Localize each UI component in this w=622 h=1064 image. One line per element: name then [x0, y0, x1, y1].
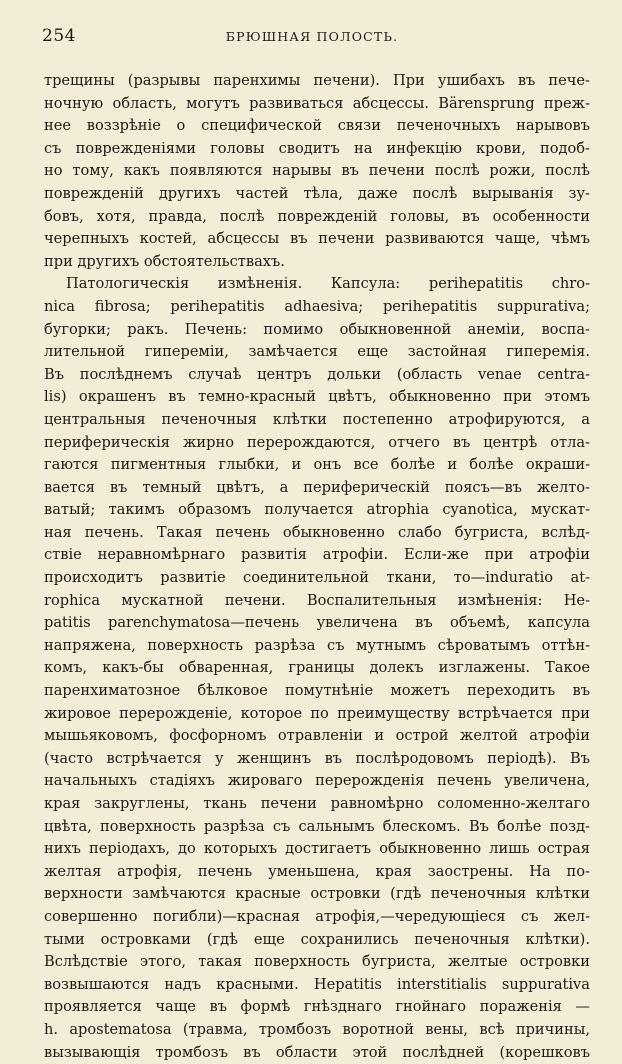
text-line: ная печень. Такая печень обыкновенно слабо бугриста, вслѣд- — [44, 523, 590, 541]
text-line: lis) окрашенъ въ темно-красный цвѣтъ, обыкновенно при этомъ — [44, 388, 590, 406]
text-line: бугорки; ракъ. Печень: помимо обыкновенной анеміи, воспа- — [44, 320, 590, 338]
text-line: Въ послѣднемъ случаѣ центръ дольки (область venae centra- — [44, 365, 590, 383]
text-line: patitis parenchymatosa—печень увеличена въ объемѣ, капсула — [44, 614, 590, 632]
text-line: края закруглены, ткань печени равномѣрно соломенно-желтаго — [44, 795, 590, 812]
text-line: желтая атрофія, печень уменьшена, края заострены. На по- — [44, 862, 590, 880]
text-line: вызывающія тромбозъ въ области этой послѣдней (корешковъ — [44, 1043, 590, 1061]
text-line: бовъ, хотя, правда, послѣ поврежденій головы, въ особенности — [44, 207, 590, 225]
text-line: напряжена, поверхность разрѣза съ мутнымъ сѣроватымъ оттѣн- — [44, 636, 590, 654]
running-title: БРЮШНАЯ ПОЛОСТЬ. — [225, 29, 399, 44]
text-line: трещины (разрывы паренхимы печени). При ушибахъ въ пече- — [44, 72, 590, 89]
text-line: комъ, какъ-бы обваренная, границы долекъ изглажены. Такое — [44, 659, 590, 677]
text-line: при другихъ обстоятельствахъ. — [44, 252, 285, 270]
text-line: мышьяковомъ, фосфорномъ отравленіи и острой желтой атрофіи — [44, 727, 590, 745]
text-line: гаются пигментныя глыбки, и онъ все болѣе и болѣе окраши- — [44, 456, 590, 474]
text-line: ночную область, могутъ развиваться абсцессы. Bärensprung преж- — [44, 94, 590, 112]
text-line: вается въ темный цвѣтъ, а периферическій поясъ—въ желто- — [44, 478, 590, 496]
text-line: ватый; такимъ образомъ получается atrophia cyanotica, мускат- — [44, 501, 590, 519]
text-line: ствіе неравномѣрнаго развитія атрофіи. Если-же при атрофіи — [44, 546, 590, 564]
page-header — [38, 26, 586, 50]
text-line: начальныхъ стадіяхъ жироваго перерожденія печень увеличена, — [44, 772, 590, 790]
text-line: проявляется чаще въ формѣ гнѣзднаго гнойнаго пораженія — — [44, 998, 590, 1016]
text-line: лительной гипереміи, замѣчается еще застойная гиперемія. — [44, 343, 590, 361]
text-line: (часто встрѣчается у женщинъ въ послѣродовомъ періодѣ). Въ — [44, 749, 590, 767]
text-line: паренхиматозное бѣлковое помутнѣніе можетъ переходить въ — [44, 682, 590, 700]
text-line: nica fibrosa; perihepatitis adhaesiva; perihepatitis suppurativa; — [44, 297, 590, 315]
text-line: черепныхъ костей, абсцессы въ печени развиваются чаще, чѣмъ — [44, 230, 590, 248]
text-line: верхности замѣчаются красные островки (гдѣ печеночныя клѣтки — [44, 885, 590, 903]
text-line: совершенно погибли)—красная атрофія,—чередующіеся съ жел- — [44, 907, 590, 925]
text-line: периферическія жирно перерождаются, отчего въ центрѣ отла- — [44, 433, 590, 451]
text-line: происходитъ развитіе соединительной ткани, то—induratio at- — [44, 569, 590, 587]
text-line: Патологическія измѣненія. Капсула: perihepatitis chro- — [66, 275, 590, 293]
text-line: тыми островками (гдѣ еще сохранились печеночныя клѣтки). — [44, 930, 590, 948]
text-line: жировое перерожденіе, которое по преимуществу встрѣчается при — [44, 704, 590, 722]
text-line: h. apostematosa (травма, тромбозъ воротной вены, всѣ причины, — [44, 1020, 590, 1038]
body-text — [44, 70, 590, 1064]
text-line: цвѣта, поверхность разрѣза съ сальнымъ блескомъ. Въ болѣе позд- — [44, 817, 590, 835]
text-line: центральныя печеночныя клѣтки постепенно атрофируются, а — [44, 410, 590, 428]
text-line: съ поврежденіями головы сводитъ на инфекцію крови, подоб- — [44, 139, 590, 157]
text-line: но тому, какъ появляются нарывы въ печени послѣ рожи, послѣ — [44, 162, 590, 180]
text-line: Вслѣдствіе этого, такая поверхность бугриста, желтые островки — [44, 953, 590, 971]
text-line: поврежденій другихъ частей тѣла, даже послѣ вырыванія зу- — [44, 184, 590, 202]
page-number: 254 — [42, 26, 76, 46]
text-line: возвышаются надъ красными. Hepatitis interstitialis suppurativa — [44, 975, 590, 993]
text-line: нее воззрѣніе о специфической связи печеночныхъ нарывовъ — [44, 117, 590, 135]
text-line: rophica мускатной печени. Воспалительныя измѣненія: He- — [44, 591, 590, 609]
text-line: нихъ періодахъ, до которыхъ достигаетъ обыкновенно лишь острая — [44, 840, 590, 858]
